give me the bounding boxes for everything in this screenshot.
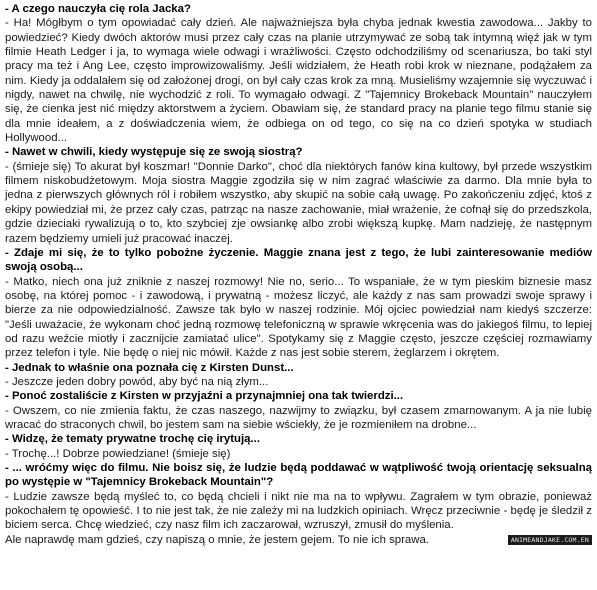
closing-row xyxy=(5,533,592,547)
interview-answer: - Trochę...! Dobrze powiedziane! (śmieje się) xyxy=(5,447,231,460)
interview-answer: - Ha! Mógłbym o tym opowiadać cały dzień. Ale najważniejsza była chyba jednak kwestia zawodowa... Jakby to powiedzieć? Kiedy dwóch aktorów musi przez cały czas na planie utrzymywać ze sobą tak intymną więź jak w tym filmie Heath Ledger i ja, to wymaga wiele odwagi i wrażliwości. Często odchodziliśmy od scenariusza, bo taki styl pracy ma też i Ang Lee, często improwizowaliśmy. Jeśli widziałem, że Heath robi krok w nieznane, podążałem za nim. Kiedy ja oddalałem się od założonej drogi, on był cały czas krok za mną. Musieliśmy wzajemnie się wyczuwać i nigdy, nawet na chwilę, nie wychodzić z roli. To wymagało odwagi. Z "Tajemnicy Brokeback Mountain" nauczyłem się, że cienka jest nić między aktorstwem a życiem. Obawiam się, że standard pracy na planie tego filmu stanie się dla mnie ideałem, a z doświadczenia wiem, że odbiega on od tego, co się na co dzień spotyka w studiach Hollywood... xyxy=(5,17,592,145)
interview-question: - Nawet w chwili, kiedy występuje się ze swoją siostrą? xyxy=(5,146,303,159)
interview-body xyxy=(5,2,592,533)
interview-document xyxy=(5,2,592,547)
interview-question: - ... wróćmy więc do filmu. Nie boisz się, że ludzie będą poddawać w wątpliwość twoją orientację seksualną po występie w "Tajemnicy Brokeback Mountain"? xyxy=(5,462,592,489)
interview-question: - Ponoć zostaliście z Kirsten w przyjaźni a przynajmniej ona tak twierdzi... xyxy=(5,390,404,403)
interview-question: - Zdaje mi się, że to tylko pobożne życzenie. Maggie znana jest z tego, że lubi zainteresowanie mediów swoją osobą... xyxy=(5,246,592,274)
interview-question: - Widzę, że tematy prywatne trochę cię irytują... xyxy=(5,433,260,446)
interview-answer: - Owszem, co nie zmienia faktu, że czas naszego, nazwijmy to związku, był czasem zmarnowanym. A ja nie lubię wracać do straconych chwil, bo jestem sam na siebie wściekły, że je rozmieniłem na drobne... xyxy=(5,404,592,431)
interview-question: - A czego nauczyła cię rola Jacka? xyxy=(5,3,191,15)
interview-question: - Jednak to właśnie ona poznała cię z Kirsten Dunst... xyxy=(5,361,294,374)
site-watermark: ANIMEANDJAKE.COM.EN xyxy=(508,535,592,545)
interview-answer: - Jeszcze jeden dobry powód, aby być na nią złym... xyxy=(5,375,269,388)
interview-answer: - Ludzie zawsze będą myśleć to, co będą chcieli i nikt nie ma na to wpływu. Zagrałem w tym obrazie, ponieważ pokochałem tę opowieść. I to nie jest tak, że nie zależy mi na ludzkich opiniach. Wręcz przeciwnie - będę je śledził z biciem serca. Chcę wiedzieć, czy nasz film ich zaczarował, wzruszył, zmusił do myślenia. xyxy=(5,490,592,532)
closing-line: Ale naprawdę mam gdzieś, czy napiszą o mnie, że jestem gejem. To nie ich sprawa. xyxy=(5,533,429,546)
interview-answer: - (śmieje się) To akurat był koszmar! "Donnie Darko", choć dla niektórych fanów kina kultowy, był przede wszystkim filmem niskobudżetowym. Moja siostra Maggie zgodziła się w nim zagrać właściwie za darmo. Dla mnie była to jedna z pierwszych głównych ról i robiłem wszystko, aby skupić na sobie całą uwagę. Po zakończeniu zdjęć, ktoś z ekipy powiedział mi, że przez cały czas, patrząc na nasze zachowanie, miał wrażenie, że cofnął się do przedszkola, gdzie dzieciaki rywalizują o to, kto szybciej zje owsiankę albo zrobi większą kupkę. Mam nadzieję, że następnym razem będziemy umieli już pracować inaczej. xyxy=(5,160,592,245)
interview-answer: - Matko, niech ona już zniknie z naszej rozmowy! Nie no, serio... To wspaniałe, że w tym pieskim biznesie masz osobę, na której pomoc - i zawodową, i prywatną - możesz liczyć, ale każdy z nas sam prowadzi swoje sprawy i bierze za nie odpowiedzialność. Zawsze tak było w naszej rodzinie. Mój ojciec powiedział nam kiedyś szczerze: "Jeśli uważacie, że wykonam choć jedną rozmowę telefoniczną w sprawie wkręcenia was do jakiegoś filmu, to lepiej od razu weźcie miotły i zacznijcie zamiatać ulice". Spotykamy się z Maggie często, jeszcze częściej rozmawiamy przez telefon i tyle. Nie będę o niej nic mówił. Każde z nas jest sobie sterem, żeglarzem i okrętem. xyxy=(5,275,592,360)
